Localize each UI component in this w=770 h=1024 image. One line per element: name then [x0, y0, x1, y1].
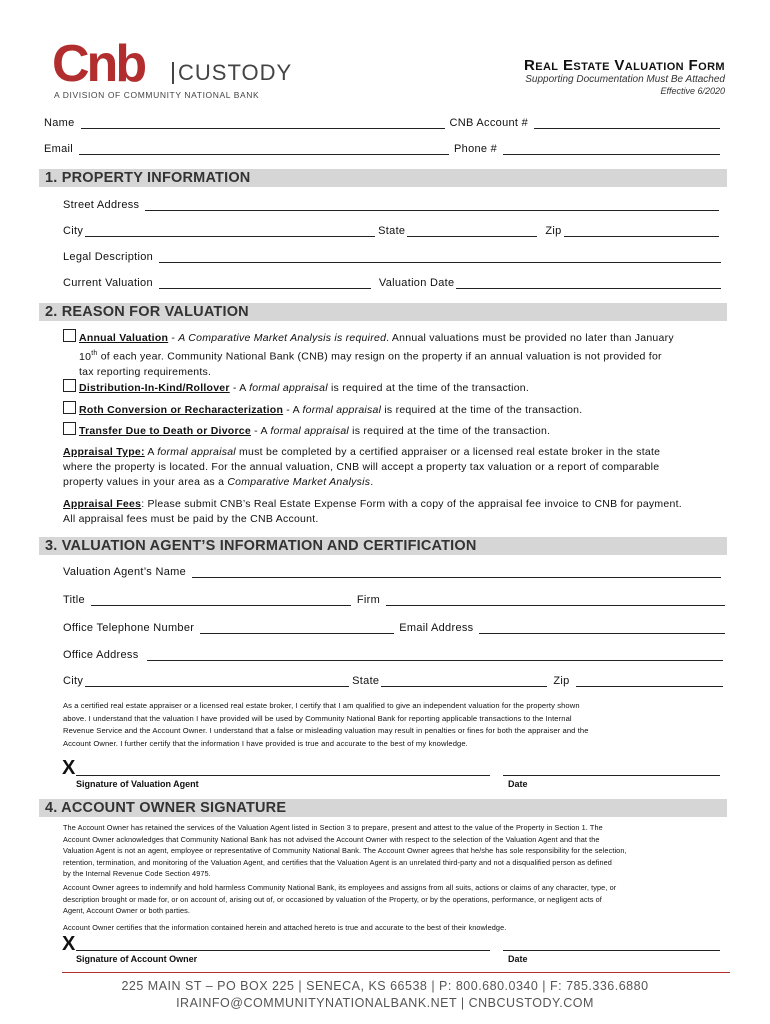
roth-label: Roth Conversion or Recharacterization	[79, 404, 284, 416]
option-text: is required at the time of the transaction.	[381, 404, 583, 416]
zip-label: Zip	[553, 675, 570, 687]
division-tagline: A DIVISION OF COMMUNITY NATIONAL BANK	[54, 90, 260, 100]
option-transfer	[63, 422, 728, 439]
office-phone-label: Office Telephone Number	[63, 622, 195, 634]
type-text-2: where the property is located. For the annual valuation, CNB will accept a property tax valuation or a report of comparable	[63, 461, 660, 473]
owner-line: retention, termination, and monitoring of the Valuation Agent, and certifies that the Valuation Agent is an unrelated third-party and not a disqualified person as defined	[63, 857, 612, 867]
cert-line: Revenue Service and the Account Owner. I understand that a false or misleading valuation may result in penalties or fines for both the appraiser and the	[63, 726, 589, 735]
form-title: Real Estate Valuation Form	[523, 57, 725, 74]
type-text-a: A	[144, 446, 158, 458]
agent-city-row	[63, 675, 723, 687]
dash: -	[168, 332, 179, 344]
section-title: 4. ACCOUNT OWNER SIGNATURE	[45, 800, 287, 816]
owner-paragraph-2	[63, 882, 728, 917]
street-field[interactable]	[145, 199, 719, 211]
phone-label: Phone #	[454, 143, 498, 155]
distribution-checkbox[interactable]	[63, 379, 76, 392]
office-address-label: Office Address	[63, 649, 139, 661]
formal-appraisal: formal appraisal	[270, 425, 350, 437]
fees-text: : Please submit CNB’s Real Estate Expense Form with a copy of the appraisal fee invoice to CNB for payment.	[141, 498, 682, 510]
appraisal-fees-label: Appraisal Fees	[63, 498, 142, 510]
firm-label: Firm	[356, 594, 381, 606]
annual-text-2b: of each year. Community National Bank (CNB) may resign on the property if an annual valuation is not provided for	[97, 350, 662, 363]
type-text-3b: .	[370, 476, 374, 488]
owner-line: Valuation Agent is not an agent, employee or representative of Community National Bank. The Account Owner agrees that he/she has sole responsibility for the selection,	[63, 846, 627, 856]
email-address-label: Email Address	[399, 622, 474, 634]
title-label: Title	[63, 594, 85, 606]
type-text-3a: property values in your area as a	[63, 476, 228, 488]
footer-contact: IRAINFO@COMMUNITYNATIONALBANK.NET | CNBCUSTODY.COM	[176, 996, 594, 1010]
annual-text-3: tax reporting requirements.	[79, 365, 212, 378]
annual-text-2a: 10	[79, 350, 92, 363]
agent-certification	[63, 700, 728, 750]
title-field[interactable]	[91, 594, 351, 606]
section-title: 3. VALUATION AGENT’S INFORMATION AND CERTIFICATION	[45, 538, 477, 554]
transfer-label: Transfer Due to Death or Divorce	[79, 425, 251, 437]
section-agent-header	[39, 537, 727, 555]
city-field[interactable]	[85, 675, 349, 687]
cert-line: Account Owner. I further certify that the information I have provided is true and accurate to the best of my knowledge.	[63, 738, 468, 748]
annual-valuation-label: Annual Valuation	[79, 332, 169, 344]
valuation-date-label: Valuation Date	[378, 277, 455, 289]
dash: - A	[250, 425, 271, 437]
city-row	[63, 225, 719, 237]
office-address-row	[63, 649, 723, 661]
owner-line: description brought or made for, or on account of, arising out of, or occasioned by valuation of the Property, or by the operations, performance, or negligent acts of	[63, 894, 602, 904]
transfer-checkbox[interactable]	[63, 422, 76, 435]
dash: - A	[283, 404, 303, 416]
state-label: State	[378, 225, 406, 237]
current-valuation-label: Current Valuation	[63, 277, 153, 289]
owner-signature-label: Signature of Account Owner	[76, 954, 198, 964]
zip-field[interactable]	[564, 225, 719, 237]
phone-email-row	[63, 622, 725, 634]
section-reason-header	[39, 303, 727, 321]
account-field[interactable]	[534, 117, 720, 129]
city-field[interactable]	[85, 225, 375, 237]
agent-date-label: Date	[508, 779, 528, 789]
signature-x-mark: X	[62, 757, 76, 779]
owner-paragraph-1	[63, 822, 728, 880]
zip-field[interactable]	[576, 675, 723, 687]
section-title: 2. REASON FOR VALUATION	[45, 304, 249, 320]
owner-line: Account Owner agrees to indemnify and hold harmless Community National Bank, its employees and assigns from all suits, actions or claims of any character, type, or	[63, 883, 617, 892]
owner-date-label: Date	[508, 954, 528, 964]
city-label: City	[63, 225, 84, 237]
distribution-label: Distribution-In-Kind/Rollover	[79, 382, 230, 394]
signature-x-mark: X	[62, 933, 76, 955]
owner-line: by the Internal Revenue Code Section 4975.	[63, 869, 211, 879]
section-property-header	[39, 169, 727, 187]
cnb-logo: Cnb	[52, 35, 145, 93]
option-distribution	[63, 379, 728, 396]
legal-label: Legal Description	[63, 251, 154, 263]
dash: - A	[229, 382, 250, 394]
street-label: Street Address	[63, 199, 140, 211]
appraisal-type-label: Appraisal Type:	[63, 446, 145, 458]
phone-field[interactable]	[503, 143, 720, 155]
valuation-row	[63, 277, 721, 289]
formal-appraisal: formal appraisal	[302, 404, 382, 416]
agent-signature-line[interactable]	[76, 775, 490, 776]
annual-text: . Annual valuations must be provided no later than January	[386, 332, 674, 344]
owner-line: The Account Owner has retained the services of the Valuation Agent listed in Section 3 to prepare, present and attest to the value of the Property in Section 1. The	[63, 823, 603, 832]
name-field[interactable]	[81, 117, 445, 129]
option-annual	[63, 329, 728, 380]
effective-date: Effective 6/2020	[660, 86, 725, 96]
formal-appraisal: formal appraisal	[157, 446, 236, 458]
account-label: CNB Account #	[449, 117, 529, 129]
street-row	[63, 199, 719, 211]
cma-required: A Comparative Market Analysis is required	[178, 332, 387, 344]
agent-name-field[interactable]	[192, 566, 721, 578]
state-label: State	[352, 675, 380, 687]
form-subtitle: Supporting Documentation Must Be Attached	[525, 74, 725, 85]
annual-valuation-checkbox[interactable]	[63, 329, 76, 342]
fees-text-2: All appraisal fees must be paid by the CNB Account.	[63, 513, 319, 525]
appraisal-fees-paragraph	[63, 497, 728, 527]
owner-paragraph-3: Account Owner certifies that the information contained herein and attached hereto is true and accurate to the best of their knowledge.	[63, 923, 507, 932]
firm-field[interactable]	[386, 594, 725, 606]
zip-label: Zip	[545, 225, 562, 237]
owner-line: Agent, Account Owner or both parties.	[63, 906, 191, 916]
state-field[interactable]	[381, 675, 547, 687]
agent-name-label: Valuation Agent’s Name	[63, 566, 186, 578]
office-address-field[interactable]	[147, 649, 723, 661]
footer-address: 225 MAIN ST – PO BOX 225 | SENECA, KS 66538 | P: 800.680.0340 | F: 785.336.6880	[121, 979, 649, 993]
name-row	[44, 117, 720, 129]
email-field[interactable]	[79, 143, 449, 155]
owner-date-line[interactable]	[503, 950, 720, 951]
email-row	[44, 143, 720, 155]
name-label: Name	[44, 117, 75, 129]
option-text: is required at the time of the transaction.	[327, 382, 530, 394]
legal-field[interactable]	[159, 251, 721, 263]
annual-text-sup: th	[91, 350, 98, 357]
section-owner-header	[39, 799, 727, 817]
option-text: is required at the time of the transaction.	[349, 425, 551, 437]
custody-logo-text: CUSTODY	[172, 62, 292, 84]
current-valuation-field[interactable]	[159, 277, 371, 289]
state-field[interactable]	[407, 225, 537, 237]
city-label: City	[63, 675, 84, 687]
type-text-3i: Comparative Market Analysis	[227, 476, 371, 488]
email-label: Email	[44, 143, 74, 155]
title-firm-row	[63, 594, 725, 606]
option-roth	[63, 401, 728, 418]
cert-line: As a certified real estate appraiser or a licensed real estate broker, I certify that I am qualified to give an independent valuation for the property shown	[63, 701, 580, 710]
email-address-field[interactable]	[479, 622, 725, 634]
office-phone-field[interactable]	[200, 622, 394, 634]
owner-line: Account Owner acknowledges that Community National Bank has not advised the Account Owner with respect to the selection of the Valuation Agent and that the	[63, 834, 600, 844]
appraisal-type-paragraph	[63, 445, 728, 490]
owner-signature-line[interactable]	[76, 950, 490, 951]
agent-date-line[interactable]	[503, 775, 720, 776]
agent-name-row	[63, 566, 721, 578]
cert-line: above. I understand that the valuation I have provided will be used by Community National Bank for reporting applicable transactions to the Internal	[63, 713, 572, 723]
legal-row	[63, 251, 721, 263]
roth-checkbox[interactable]	[63, 401, 76, 414]
formal-appraisal: formal appraisal	[249, 382, 328, 394]
valuation-date-field[interactable]	[456, 277, 721, 289]
type-text-b: must be completed by a certified appraiser or a licensed real estate broker in the state	[235, 446, 661, 458]
footer-divider	[62, 972, 730, 973]
section-title: 1. PROPERTY INFORMATION	[45, 170, 251, 186]
agent-signature-label: Signature of Valuation Agent	[76, 779, 199, 789]
